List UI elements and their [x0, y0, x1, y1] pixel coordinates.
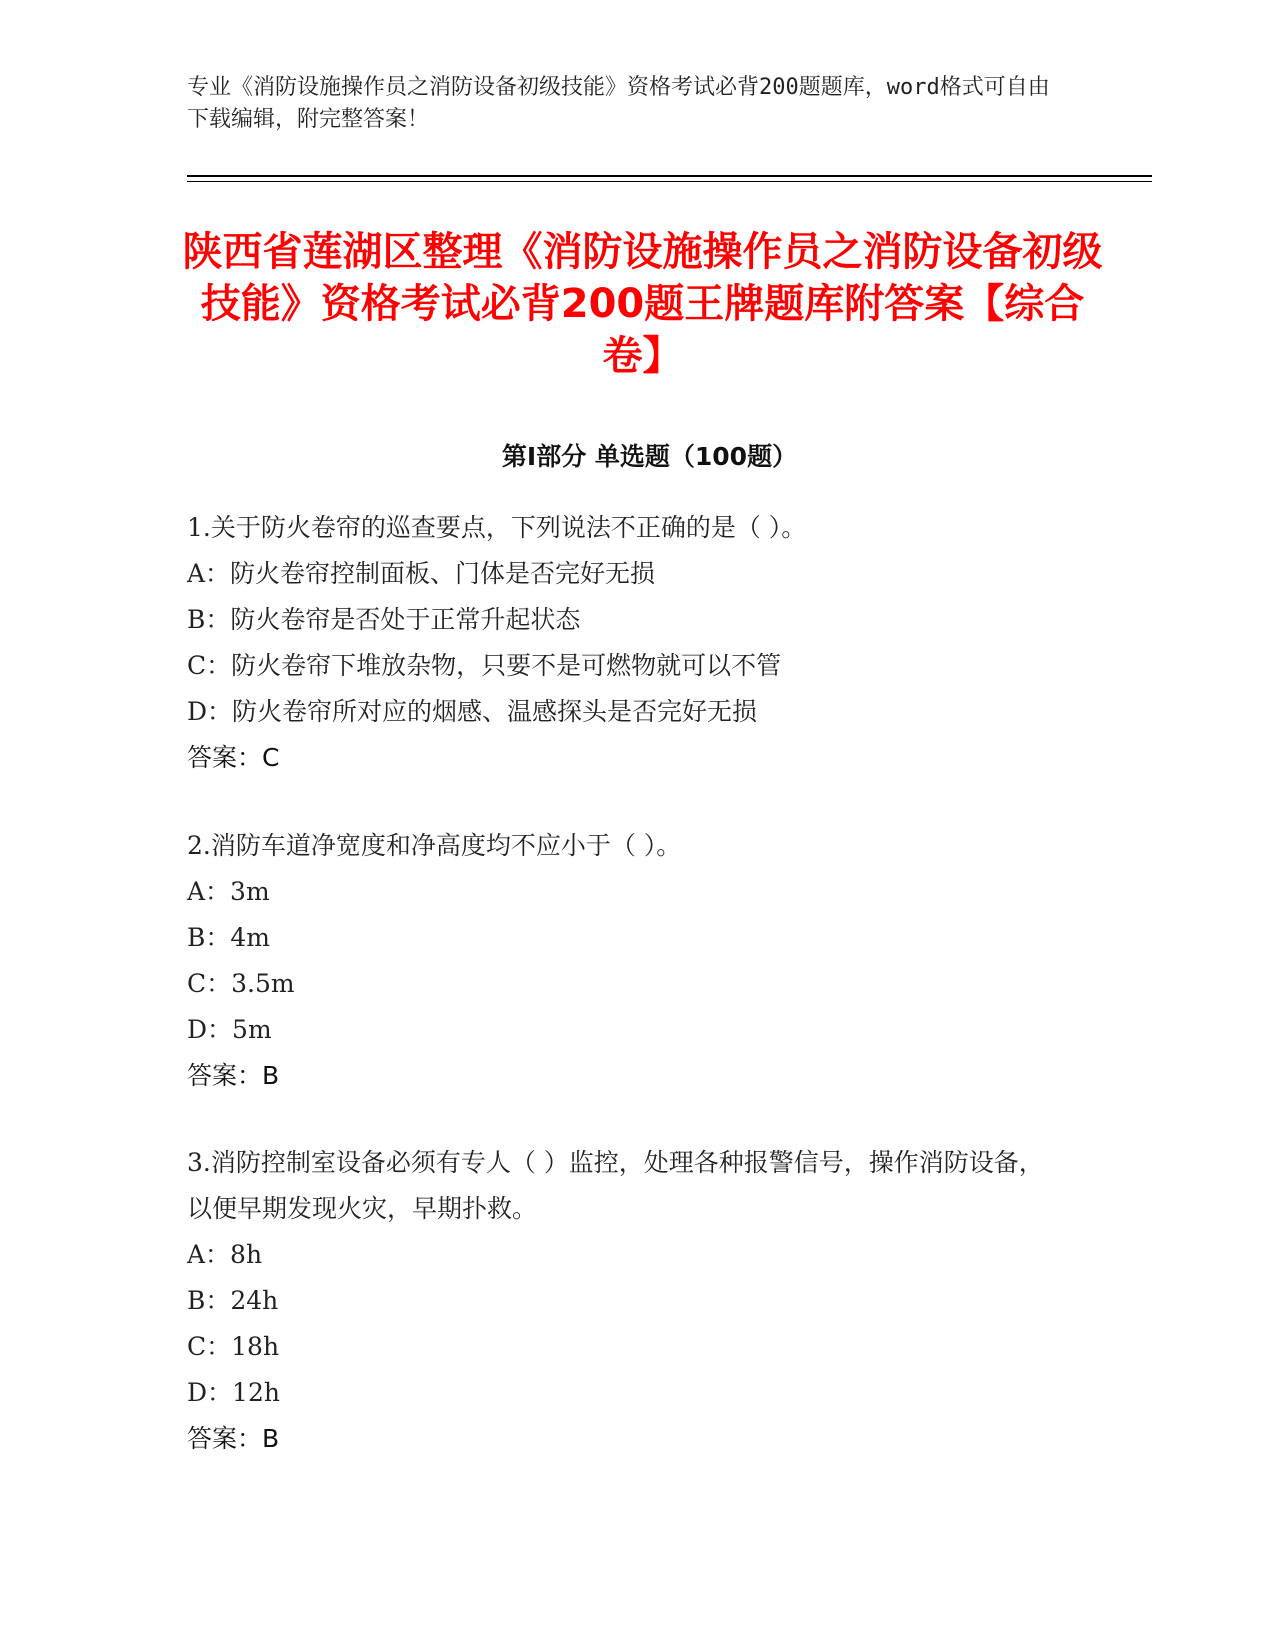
section-title: 第Ⅰ部分 单选题（100题）	[501, 442, 798, 471]
option-b: B：24h	[187, 1286, 279, 1315]
option-c: C：3.5m	[187, 969, 295, 998]
question-3	[187, 1140, 1067, 1462]
header-rule-thick	[187, 175, 1152, 177]
question-1	[187, 505, 1067, 781]
option-c: C：防火卷帘下堆放杂物，只要不是可燃物就可以不管	[187, 651, 782, 680]
option-a: A：3m	[187, 877, 270, 906]
option-c: C：18h	[187, 1332, 280, 1361]
answer: 答案：C	[187, 743, 280, 772]
document-title: 陕西省莲湖区整理《消防设施操作员之消防设备初级技能》资格考试必背200题王牌题库附答案【综合卷】	[182, 229, 1103, 379]
option-a: A：防火卷帘控制面板、门体是否完好无损	[187, 559, 656, 588]
header-rule-thin	[187, 181, 1152, 182]
option-d: D：5m	[187, 1015, 272, 1044]
option-b: B：防火卷帘是否处于正常升起状态	[187, 605, 581, 634]
header-note: 专业《消防设施操作员之消防设备初级技能》资格考试必背200题题库，word格式可自由下载编辑，附完整答案！	[187, 75, 1050, 132]
question-stem: 3.消防控制室设备必须有专人（ ）监控，处理各种报警信号，操作消防设备，以便早期发现火灾，早期扑救。	[187, 1148, 1044, 1223]
question-2	[187, 823, 1067, 1099]
question-stem: 2.消防车道净宽度和净高度均不应小于（ ）。	[187, 831, 682, 860]
question-stem: 1.关于防火卷帘的巡查要点，下列说法不正确的是（ ）。	[187, 513, 807, 542]
option-d: D：12h	[187, 1378, 280, 1407]
answer: 答案：B	[187, 1061, 280, 1090]
option-a: A：8h	[187, 1240, 263, 1269]
option-b: B：4m	[187, 923, 270, 952]
option-d: D：防火卷帘所对应的烟感、温感探头是否完好无损	[187, 697, 758, 726]
answer: 答案：B	[187, 1424, 280, 1453]
